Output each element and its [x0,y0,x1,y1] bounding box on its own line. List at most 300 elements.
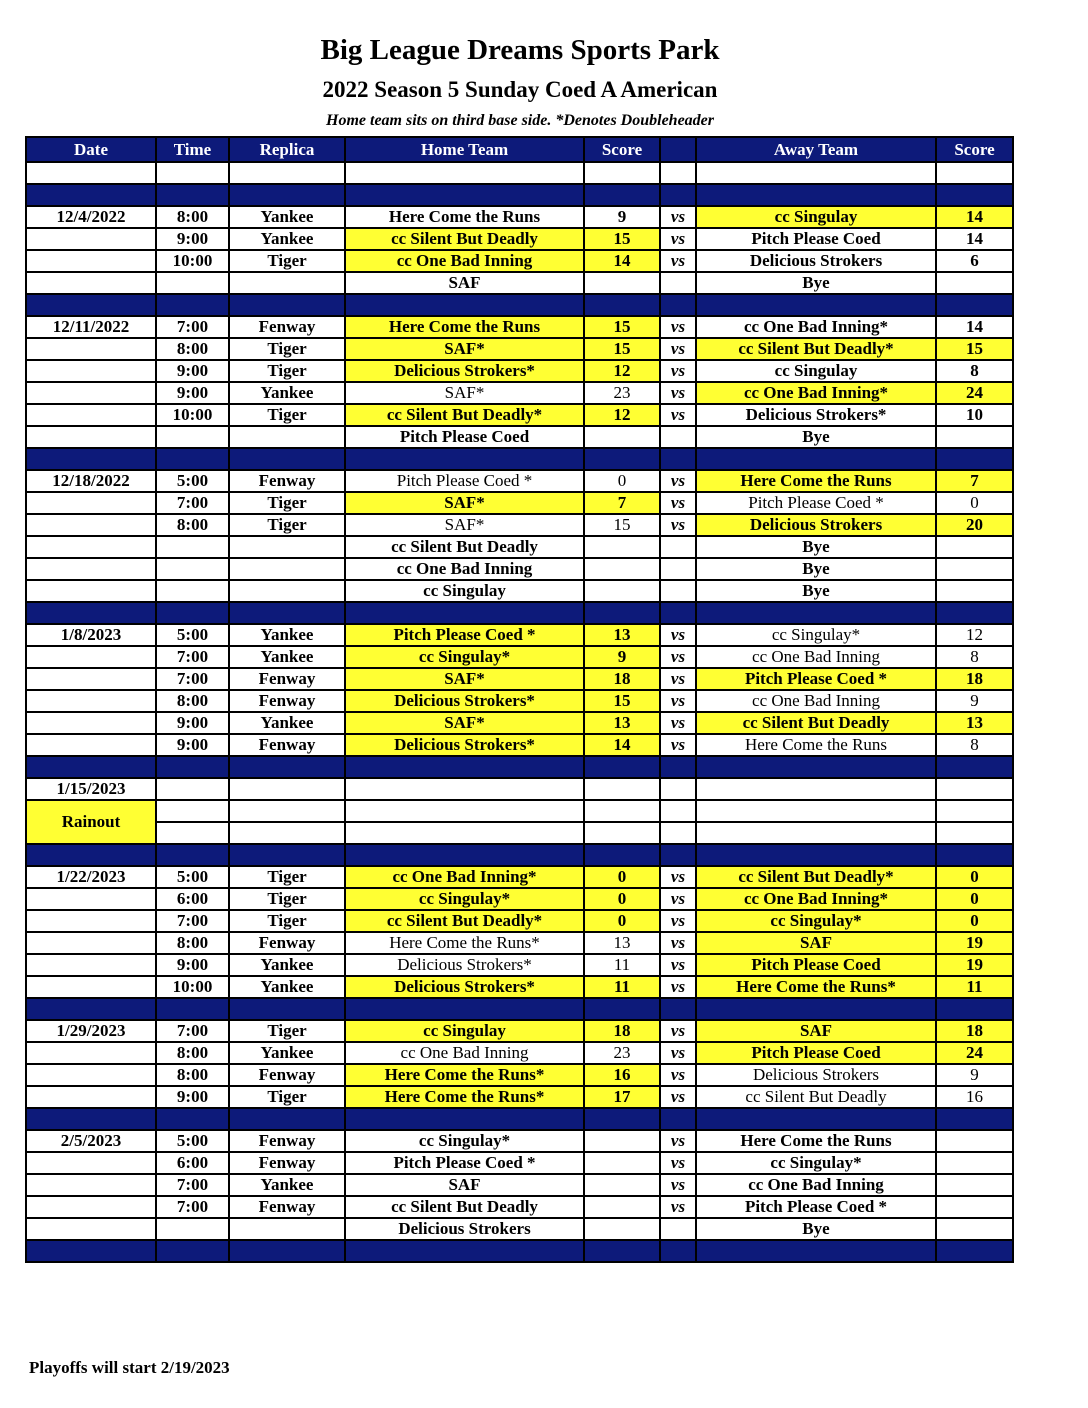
away-score-cell [936,426,1013,448]
empty-cell [696,822,936,844]
time-cell: 8:00 [156,514,229,536]
home-score-cell: 9 [584,646,660,668]
game-row [26,382,1013,404]
separator-cell [584,844,660,866]
date-cell [26,1218,156,1240]
separator-cell [936,998,1013,1020]
replica-cell: Yankee [229,624,345,646]
separator-cell [345,998,584,1020]
table-header-row [26,137,1013,162]
home-score-cell [584,1196,660,1218]
replica-cell: Tiger [229,910,345,932]
separator-cell [345,844,584,866]
empty-cell [936,822,1013,844]
away-score-cell: 6 [936,250,1013,272]
rainout-row [26,800,1013,822]
away-team-cell: Bye [696,426,936,448]
separator-cell [345,1240,584,1262]
time-cell [156,580,229,602]
vs-cell: vs [660,404,696,426]
home-team-cell: cc One Bad Inning [345,1042,584,1064]
away-team-cell: cc Silent But Deadly* [696,338,936,360]
home-team-cell: Here Come the Runs [345,316,584,338]
time-cell: 5:00 [156,866,229,888]
separator-cell [936,448,1013,470]
date-cell [26,646,156,668]
vs-cell: vs [660,866,696,888]
home-score-cell [584,1130,660,1152]
replica-cell: Fenway [229,690,345,712]
separator-cell [345,756,584,778]
empty-cell [660,778,696,800]
time-cell: 6:00 [156,888,229,910]
playoffs-note: Playoffs will start 2/19/2023 [29,1358,230,1377]
home-team-cell: SAF* [345,712,584,734]
time-cell: 9:00 [156,954,229,976]
home-score-cell: 15 [584,338,660,360]
game-row [26,1020,1013,1042]
separator-cell [345,448,584,470]
empty-cell [584,822,660,844]
week-separator-row [26,294,1013,316]
date-cell [26,228,156,250]
bye-row [26,426,1013,448]
away-team-cell: Bye [696,580,936,602]
game-row [26,338,1013,360]
away-score-cell: 20 [936,514,1013,536]
empty-cell [26,162,156,184]
separator-cell [156,602,229,624]
empty-cell [345,162,584,184]
date-cell [26,1086,156,1108]
col-header-vs [660,137,696,162]
empty-cell [229,822,345,844]
replica-cell [229,426,345,448]
empty-cell [936,778,1013,800]
blank-row [26,162,1013,184]
away-score-cell: 19 [936,954,1013,976]
replica-cell: Fenway [229,470,345,492]
away-team-cell: Bye [696,558,936,580]
home-team-cell: cc Silent But Deadly [345,1196,584,1218]
separator-cell [584,184,660,206]
home-team-cell: Here Come the Runs* [345,1064,584,1086]
separator-cell [696,294,936,316]
away-team-cell: cc Silent But Deadly [696,1086,936,1108]
home-team-cell: cc Singulay* [345,888,584,910]
date-cell: 1/29/2023 [26,1020,156,1042]
game-row [26,1196,1013,1218]
date-cell [26,426,156,448]
date-cell [26,580,156,602]
date-cell [26,690,156,712]
away-score-cell [936,1130,1013,1152]
replica-cell [229,1218,345,1240]
game-row [26,1086,1013,1108]
col-header-home-score: Score [584,137,660,162]
rainout-row [26,822,1013,844]
away-team-cell: Here Come the Runs [696,1130,936,1152]
home-team-cell: Here Come the Runs* [345,932,584,954]
home-team-cell: SAF* [345,338,584,360]
replica-cell: Tiger [229,338,345,360]
away-score-cell [936,580,1013,602]
replica-cell: Fenway [229,316,345,338]
separator-cell [26,844,156,866]
vs-cell: vs [660,932,696,954]
time-cell: 6:00 [156,1152,229,1174]
away-score-cell: 9 [936,690,1013,712]
date-cell [26,932,156,954]
home-team-cell: cc Singulay [345,1020,584,1042]
away-team-cell: cc One Bad Inning* [696,888,936,910]
away-score-cell [936,1218,1013,1240]
col-header-date: Date [26,137,156,162]
separator-cell [936,756,1013,778]
empty-cell [345,778,584,800]
vs-cell: vs [660,492,696,514]
home-team-cell: cc Singulay [345,580,584,602]
away-score-cell: 0 [936,910,1013,932]
away-score-cell: 10 [936,404,1013,426]
date-cell: 1/15/2023 [26,778,156,800]
home-score-cell: 0 [584,910,660,932]
vs-cell: vs [660,514,696,536]
time-cell: 7:00 [156,316,229,338]
separator-cell [936,1240,1013,1262]
away-team-cell: Here Come the Runs* [696,976,936,998]
separator-cell [660,756,696,778]
game-row [26,954,1013,976]
home-team-cell: Delicious Strokers* [345,360,584,382]
home-score-cell: 11 [584,976,660,998]
home-team-cell: Delicious Strokers [345,1218,584,1240]
away-team-cell: Pitch Please Coed * [696,1196,936,1218]
away-score-cell: 0 [936,866,1013,888]
separator-cell [696,1240,936,1262]
date-cell [26,558,156,580]
game-row [26,712,1013,734]
away-team-cell: cc Singulay* [696,1152,936,1174]
replica-cell: Tiger [229,250,345,272]
date-cell [26,404,156,426]
home-team-cell: cc Singulay* [345,1130,584,1152]
separator-cell [584,1108,660,1130]
home-score-cell: 11 [584,954,660,976]
time-cell: 7:00 [156,646,229,668]
away-team-cell: Pitch Please Coed * [696,492,936,514]
schedule-table [25,136,1014,1263]
replica-cell: Tiger [229,1020,345,1042]
away-score-cell [936,536,1013,558]
game-row [26,888,1013,910]
home-score-cell: 23 [584,382,660,404]
empty-cell [584,778,660,800]
away-team-cell: cc Silent But Deadly* [696,866,936,888]
home-score-cell [584,1152,660,1174]
home-team-cell: cc Silent But Deadly [345,536,584,558]
game-row [26,492,1013,514]
date-cell [26,250,156,272]
game-row [26,734,1013,756]
separator-cell [696,448,936,470]
empty-cell [696,162,936,184]
col-header-home-team: Home Team [345,137,584,162]
separator-cell [229,184,345,206]
vs-cell: vs [660,646,696,668]
time-cell: 9:00 [156,382,229,404]
home-score-cell: 9 [584,206,660,228]
game-row [26,976,1013,998]
separator-cell [660,602,696,624]
home-score-cell: 15 [584,514,660,536]
replica-cell: Yankee [229,712,345,734]
date-cell [26,668,156,690]
away-team-cell: cc Singulay [696,360,936,382]
bye-row [26,272,1013,294]
replica-cell [229,272,345,294]
replica-cell: Tiger [229,866,345,888]
home-score-cell: 15 [584,316,660,338]
empty-cell [229,800,345,822]
replica-cell: Yankee [229,646,345,668]
vs-cell: vs [660,1042,696,1064]
time-cell [156,1218,229,1240]
separator-cell [156,294,229,316]
time-cell: 9:00 [156,712,229,734]
schedule-note: Home team sits on third base side. *Denotes Doubleheader [326,112,714,129]
home-team-cell: cc Silent But Deadly* [345,910,584,932]
game-row [26,910,1013,932]
date-cell [26,910,156,932]
replica-cell: Fenway [229,1152,345,1174]
away-score-cell [936,272,1013,294]
away-score-cell: 0 [936,492,1013,514]
date-cell [26,1064,156,1086]
game-row [26,624,1013,646]
separator-cell [936,184,1013,206]
separator-cell [26,1108,156,1130]
away-score-cell [936,558,1013,580]
home-team-cell: cc Singulay* [345,646,584,668]
home-score-cell [584,536,660,558]
home-score-cell: 0 [584,866,660,888]
separator-cell [345,294,584,316]
separator-cell [660,448,696,470]
empty-cell [936,800,1013,822]
away-team-cell: cc One Bad Inning [696,690,936,712]
time-cell [156,536,229,558]
game-row [26,228,1013,250]
home-team-cell: Here Come the Runs [345,206,584,228]
vs-cell: vs [660,1196,696,1218]
vs-cell: vs [660,206,696,228]
date-cell: 12/4/2022 [26,206,156,228]
away-team-cell: Delicious Strokers [696,250,936,272]
vs-cell: vs [660,470,696,492]
time-cell: 7:00 [156,910,229,932]
home-team-cell: Pitch Please Coed * [345,624,584,646]
away-team-cell: Here Come the Runs [696,734,936,756]
time-cell: 7:00 [156,1020,229,1042]
separator-cell [660,1240,696,1262]
home-team-cell: SAF* [345,492,584,514]
home-team-cell: SAF* [345,382,584,404]
home-score-cell [584,1174,660,1196]
away-team-cell: Pitch Please Coed [696,1042,936,1064]
away-score-cell: 0 [936,888,1013,910]
home-team-cell: Pitch Please Coed * [345,1152,584,1174]
empty-cell [229,162,345,184]
replica-cell: Fenway [229,1064,345,1086]
vs-cell: vs [660,316,696,338]
replica-cell: Yankee [229,1174,345,1196]
replica-cell: Tiger [229,888,345,910]
separator-cell [936,1108,1013,1130]
time-cell: 9:00 [156,228,229,250]
time-cell: 8:00 [156,690,229,712]
separator-cell [660,184,696,206]
separator-cell [156,1108,229,1130]
vs-cell: vs [660,910,696,932]
game-row [26,1152,1013,1174]
away-score-cell: 16 [936,1086,1013,1108]
separator-cell [26,184,156,206]
away-team-cell: SAF [696,932,936,954]
home-score-cell: 15 [584,228,660,250]
empty-cell [936,162,1013,184]
time-cell: 10:00 [156,404,229,426]
away-team-cell: cc Singulay [696,206,936,228]
away-team-cell: Here Come the Runs [696,470,936,492]
game-row [26,360,1013,382]
vs-cell: vs [660,888,696,910]
vs-cell: vs [660,228,696,250]
week-separator-row [26,756,1013,778]
game-row [26,404,1013,426]
game-row [26,206,1013,228]
away-team-cell: cc Singulay* [696,624,936,646]
away-score-cell: 9 [936,1064,1013,1086]
season-subtitle: 2022 Season 5 Sunday Coed A American [322,77,718,102]
vs-cell: vs [660,1086,696,1108]
replica-cell: Tiger [229,492,345,514]
date-cell: 12/11/2022 [26,316,156,338]
separator-cell [26,448,156,470]
home-team-cell: Here Come the Runs* [345,1086,584,1108]
separator-cell [660,294,696,316]
home-score-cell: 18 [584,668,660,690]
vs-cell: vs [660,1020,696,1042]
vs-cell: vs [660,668,696,690]
separator-cell [584,448,660,470]
date-cell [26,976,156,998]
away-score-cell: 15 [936,338,1013,360]
separator-cell [156,756,229,778]
time-cell [156,272,229,294]
vs-cell [660,558,696,580]
schedule-body [26,162,1013,1262]
vs-cell: vs [660,360,696,382]
empty-cell [156,778,229,800]
home-team-cell: Delicious Strokers* [345,954,584,976]
separator-cell [936,294,1013,316]
separator-cell [156,448,229,470]
home-score-cell: 13 [584,624,660,646]
vs-cell: vs [660,690,696,712]
home-score-cell: 14 [584,250,660,272]
date-cell: 12/18/2022 [26,470,156,492]
vs-cell: vs [660,338,696,360]
away-score-cell: 14 [936,316,1013,338]
replica-cell: Tiger [229,360,345,382]
separator-cell [345,602,584,624]
empty-cell [229,778,345,800]
vs-cell: vs [660,382,696,404]
empty-cell [584,800,660,822]
date-cell [26,734,156,756]
separator-cell [26,602,156,624]
week-separator-row [26,602,1013,624]
date-cell: 1/22/2023 [26,866,156,888]
home-team-cell: cc One Bad Inning [345,250,584,272]
vs-cell [660,1218,696,1240]
time-cell: 10:00 [156,250,229,272]
away-team-cell: SAF [696,1020,936,1042]
bye-row [26,536,1013,558]
vs-cell: vs [660,712,696,734]
vs-cell [660,536,696,558]
bye-row [26,580,1013,602]
away-team-cell: Bye [696,1218,936,1240]
col-header-time: Time [156,137,229,162]
away-score-cell: 8 [936,646,1013,668]
away-team-cell: Pitch Please Coed [696,228,936,250]
away-score-cell: 19 [936,932,1013,954]
replica-cell: Fenway [229,932,345,954]
empty-cell [156,822,229,844]
game-row [26,1130,1013,1152]
away-score-cell: 7 [936,470,1013,492]
home-score-cell: 13 [584,932,660,954]
empty-cell [660,162,696,184]
away-team-cell: cc One Bad Inning* [696,382,936,404]
week-separator-row [26,1108,1013,1130]
game-row [26,646,1013,668]
game-row [26,1064,1013,1086]
replica-cell: Fenway [229,1196,345,1218]
away-team-cell: Bye [696,536,936,558]
replica-cell: Fenway [229,1130,345,1152]
time-cell: 7:00 [156,668,229,690]
separator-cell [660,1108,696,1130]
date-cell [26,954,156,976]
separator-cell [696,1108,936,1130]
separator-cell [26,998,156,1020]
week-separator-row [26,998,1013,1020]
replica-cell: Tiger [229,514,345,536]
home-team-cell: cc Silent But Deadly [345,228,584,250]
separator-cell [696,844,936,866]
date-cell [26,338,156,360]
away-score-cell [936,1174,1013,1196]
empty-cell [156,162,229,184]
replica-cell: Yankee [229,382,345,404]
separator-cell [156,844,229,866]
away-team-cell: Delicious Strokers [696,1064,936,1086]
game-row [26,932,1013,954]
separator-cell [156,184,229,206]
